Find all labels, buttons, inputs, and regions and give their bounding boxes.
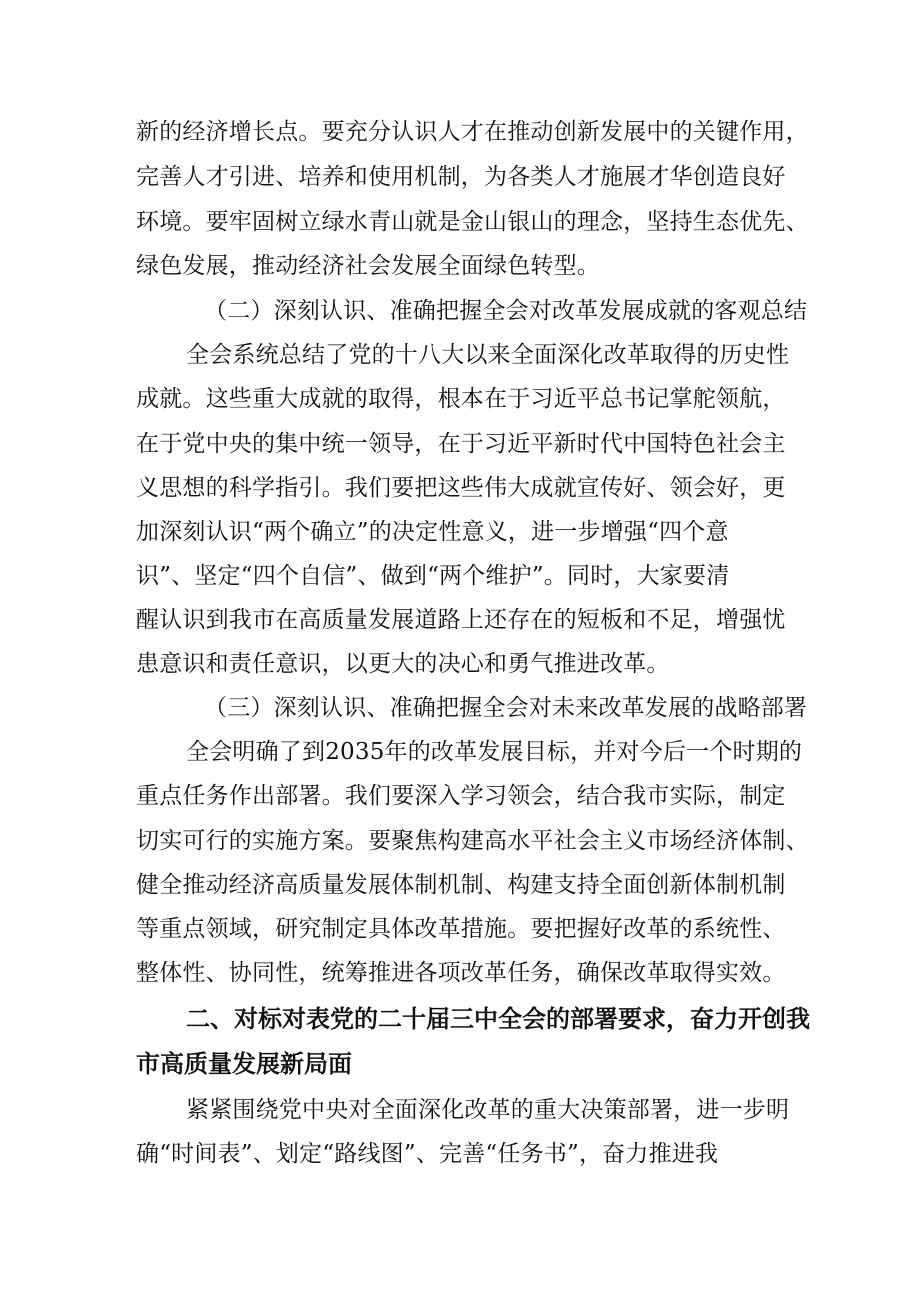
- paragraph-line: 在于党中央的集中统一领导，在于习近平新时代中国特色社会主: [136, 431, 786, 457]
- paragraph-line: 成就。这些重大成就的取得，根本在于习近平总书记掌舵领航，: [136, 386, 786, 412]
- paragraph-line: 整体性、协同性，统筹推进各项改革任务，确保改革取得实效。: [136, 960, 786, 986]
- section-heading: 二、对标对表党的二十届三中全会的部署要求，奋力开创我: [186, 1005, 810, 1033]
- paragraph-line: 重点任务作出部署。我们要深入学习领会，结合我市实际，制定: [136, 783, 786, 809]
- paragraph-line: 健全推动经济高质量发展体制机制、构建支持全面创新体制机制: [136, 872, 786, 898]
- paragraph-line: 患意识和责任意识，以更大的决心和勇气推进改革。: [136, 651, 670, 677]
- paragraph-line: 确“时间表”、划定“路线图”、完善“任务书”，奋力推进我: [136, 1141, 719, 1167]
- section-subheading: （二）深刻认识、准确把握全会对改革发展成就的客观总结: [204, 298, 808, 324]
- section-heading: 市高质量发展新局面: [136, 1050, 352, 1078]
- paragraph-line: 绿色发展，推动经济社会发展全面绿色转型。: [136, 253, 600, 279]
- paragraph-line: 全会明确了到2035年的改革发展目标，并对今后一个时期的: [186, 739, 803, 765]
- paragraph-line: 完善人才引进、培养和使用机制，为各类人才施展才华创造良好: [136, 164, 786, 190]
- paragraph-line: 全会系统总结了党的十八大以来全面深化改革取得的历史性: [186, 342, 790, 368]
- section-subheading: （三）深刻认识、准确把握全会对未来改革发展的战略部署: [204, 695, 808, 721]
- paragraph-line: 紧紧围绕党中央对全面深化改革的重大决策部署，进一步明: [186, 1097, 790, 1123]
- paragraph-line: 等重点领域，研究制定具体改革措施。要把握好改革的系统性、: [136, 916, 786, 942]
- paragraph-line: 醒认识到我市在高质量发展道路上还存在的短板和不足，增强忧: [136, 607, 786, 633]
- paragraph-line: 加深刻认识“两个确立”的决定性意义，进一步增强“四个意: [136, 519, 729, 545]
- paragraph-line: 切实可行的实施方案。要聚焦构建高水平社会主义市场经济体制、: [136, 828, 809, 854]
- paragraph-line: 识”、坚定“四个自信”、做到“两个维护”。同时，大家要清: [136, 563, 730, 589]
- paragraph-line: 环境。要牢固树立绿水青山就是金山银山的理念，坚持生态优先、: [136, 209, 809, 235]
- paragraph-line: 义思想的科学指引。我们要把这些伟大成就宣传好、领会好，更: [136, 475, 786, 501]
- paragraph-line: 新的经济增长点。要充分认识人才在推动创新发展中的关键作用，: [136, 119, 809, 145]
